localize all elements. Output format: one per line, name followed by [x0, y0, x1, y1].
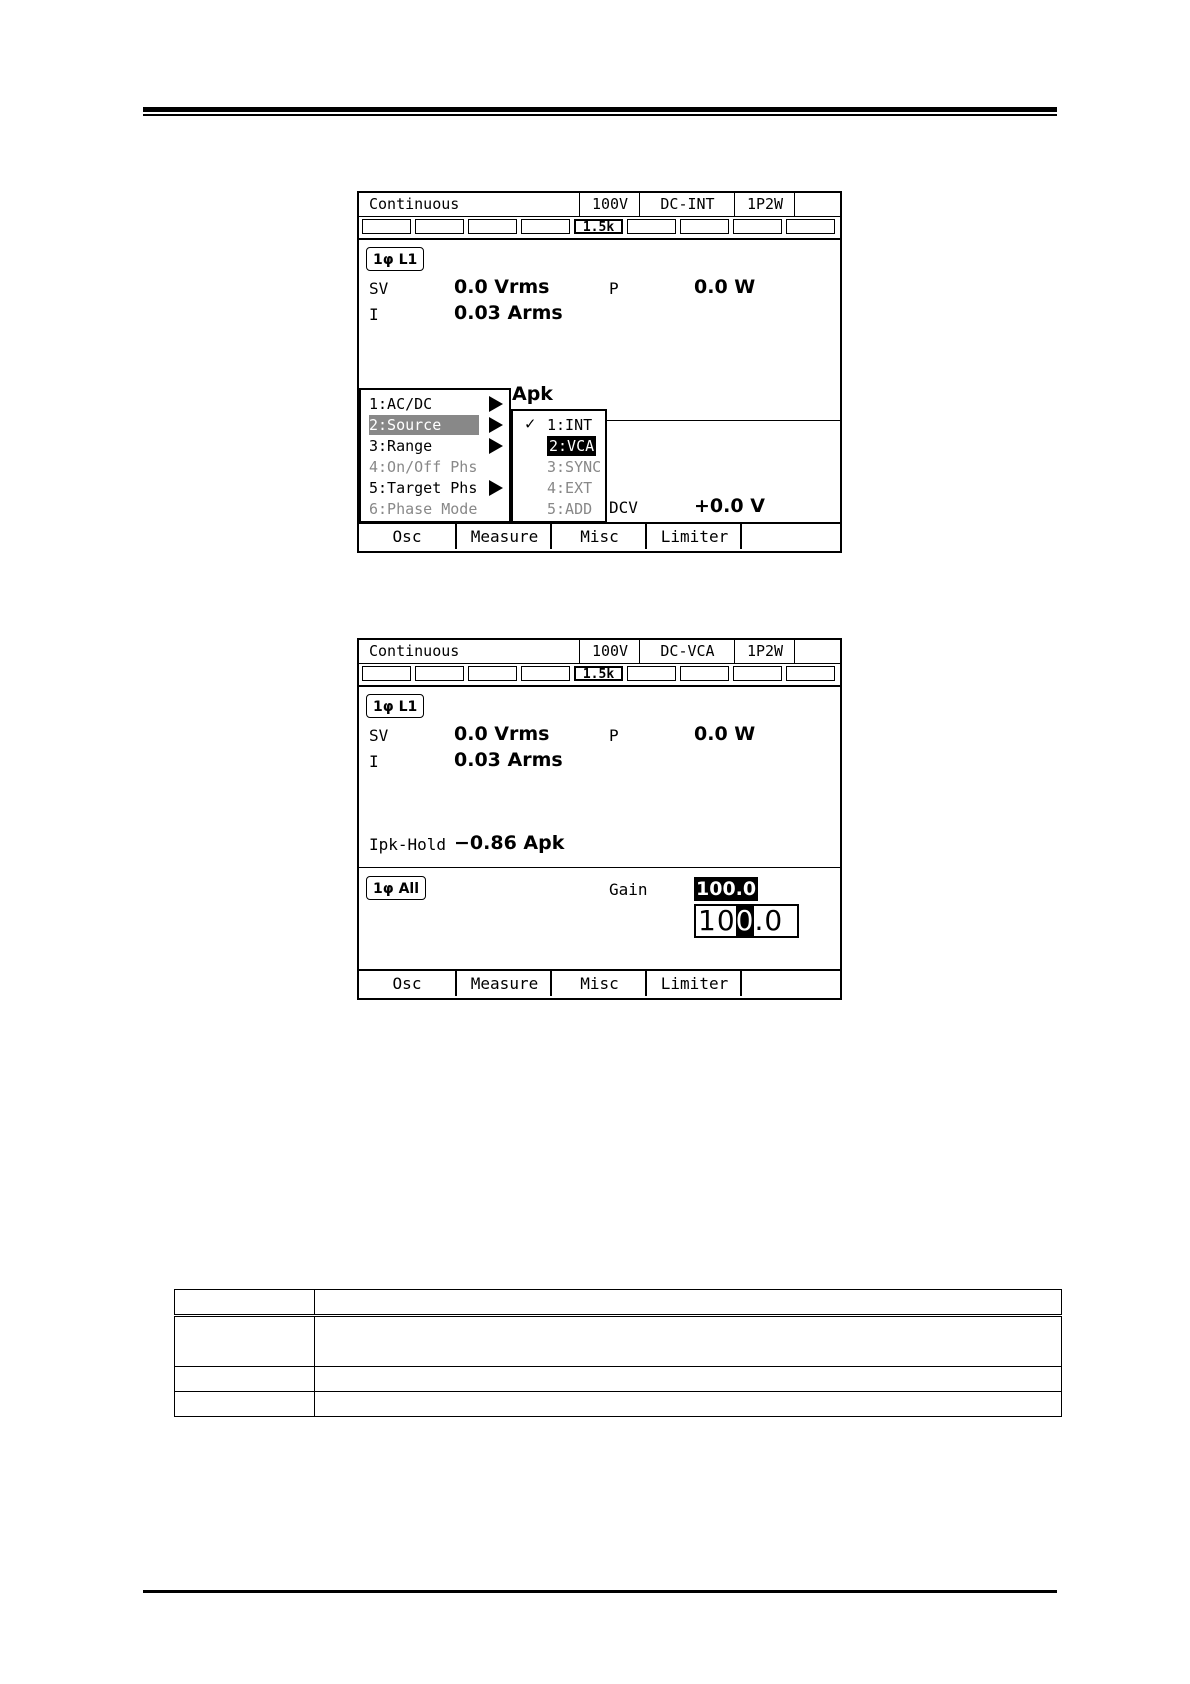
gain-edit-digits-tail: .0 [754, 904, 784, 937]
submenu-item-add: 5:ADD [547, 500, 593, 518]
table-row [175, 1392, 1062, 1417]
i-label: I [369, 752, 379, 771]
wiring-label: 1P2W [734, 640, 795, 663]
header-rule [143, 107, 1057, 112]
table-cell [315, 1290, 1062, 1316]
table-row [175, 1367, 1062, 1392]
ipk-value-partial: Apk [512, 383, 553, 405]
softkey-osc[interactable]: Osc [392, 527, 422, 546]
slot [362, 219, 411, 234]
section-divider [359, 867, 840, 868]
softkey-empty[interactable] [740, 524, 840, 549]
menu-item-source[interactable]: 2:Source [369, 415, 479, 435]
status-bar [359, 193, 840, 217]
p-label: P [609, 279, 619, 298]
softkey-misc[interactable]: Misc [550, 524, 647, 549]
slot-active: 1.5k [574, 666, 623, 681]
slot-bar [359, 664, 840, 687]
slot-active: 1.5k [574, 219, 623, 234]
softkey-limiter[interactable]: Limiter [645, 524, 742, 549]
gain-edit-digits: 10 [698, 904, 736, 937]
softkey-misc[interactable]: Misc [550, 971, 647, 996]
parameter-table [174, 1289, 1062, 1417]
table-cell [175, 1316, 315, 1367]
i-label: I [369, 305, 379, 324]
submenu-arrow-icon [489, 396, 503, 412]
status-extra [794, 640, 841, 663]
dcv-value: +0.0 V [694, 495, 765, 517]
slot [680, 666, 729, 681]
table-cell [175, 1392, 315, 1417]
sv-label: SV [369, 726, 389, 745]
gain-label: Gain [609, 880, 648, 899]
softkey-measure[interactable]: Measure [455, 971, 552, 996]
slot [468, 219, 517, 234]
slot [468, 666, 517, 681]
context-menu [359, 388, 511, 523]
source-label: DC-VCA [639, 640, 735, 663]
softkey-bar [359, 522, 840, 551]
screen-gain-edit [357, 638, 842, 1000]
table-cell [175, 1290, 315, 1316]
slot [627, 219, 676, 234]
softkey-empty[interactable] [740, 971, 840, 996]
menu-item-phase-mode: 6:Phase Mode [369, 500, 478, 518]
sv-value: 0.0 Vrms [454, 723, 550, 745]
slot [362, 666, 411, 681]
submenu-arrow-icon [489, 438, 503, 454]
source-submenu [511, 409, 607, 523]
slot [733, 219, 782, 234]
p-label: P [609, 726, 619, 745]
softkey-limiter[interactable]: Limiter [645, 971, 742, 996]
slot [415, 219, 464, 234]
i-value: 0.03 Arms [454, 302, 563, 324]
table-header-row [175, 1290, 1062, 1316]
gain-edit-cursor: 0 [735, 904, 755, 937]
sv-value: 0.0 Vrms [454, 276, 550, 298]
p-value: 0.0 W [694, 276, 756, 298]
menu-item-ac-dc[interactable]: 1:AC/DC [369, 395, 433, 413]
slot-bar [359, 217, 840, 240]
slot [627, 666, 676, 681]
mode-label: Continuous [369, 195, 460, 213]
slot [521, 666, 570, 681]
softkey-measure[interactable]: Measure [455, 524, 552, 549]
status-bar [359, 640, 840, 664]
submenu-item-vca[interactable]: 2:VCA [549, 437, 595, 455]
check-icon: ✓ [525, 414, 536, 434]
p-value: 0.0 W [694, 723, 756, 745]
gain-edit-field[interactable] [694, 904, 799, 938]
menu-item-on-off-phs: 4:On/Off Phs [369, 458, 478, 476]
gain-value[interactable]: 100.0 [696, 878, 757, 900]
wiring-label: 1P2W [734, 193, 795, 216]
table-cell [315, 1392, 1062, 1417]
menu-item-target-phs[interactable]: 5:Target Phs [369, 479, 478, 497]
slot [733, 666, 782, 681]
status-extra [794, 193, 841, 216]
slot [786, 219, 835, 234]
sv-label: SV [369, 279, 389, 298]
i-value: 0.03 Arms [454, 749, 563, 771]
phase-badge[interactable]: 1φ L1 [366, 247, 424, 271]
source-label: DC-INT [639, 193, 735, 216]
footer-rule [143, 1590, 1057, 1593]
submenu-arrow-icon [489, 417, 503, 433]
menu-item-range[interactable]: 3:Range [369, 437, 433, 455]
submenu-arrow-icon [489, 480, 503, 496]
submenu-item-sync: 3:SYNC [547, 458, 602, 476]
range-label: 100V [579, 640, 640, 663]
dcv-label: DCV [609, 498, 638, 517]
setting-phase-badge[interactable]: 1φ All [366, 876, 426, 900]
screen-source-menu [357, 191, 842, 553]
table-cell [315, 1316, 1062, 1367]
header-rule-thin [143, 114, 1057, 116]
slot [415, 666, 464, 681]
softkey-bar [359, 969, 840, 998]
slot [786, 666, 835, 681]
table-row [175, 1316, 1062, 1367]
table-cell [315, 1367, 1062, 1392]
submenu-item-int[interactable]: 1:INT [547, 416, 593, 434]
softkey-osc[interactable]: Osc [392, 974, 422, 993]
phase-badge[interactable]: 1φ L1 [366, 694, 424, 718]
slot [680, 219, 729, 234]
submenu-item-ext: 4:EXT [547, 479, 593, 497]
table-cell [175, 1367, 315, 1392]
slot [521, 219, 570, 234]
ipk-hold-value: −0.86 Apk [454, 832, 565, 854]
range-label: 100V [579, 193, 640, 216]
ipk-hold-label: Ipk-Hold [369, 835, 447, 854]
mode-label: Continuous [369, 642, 460, 660]
